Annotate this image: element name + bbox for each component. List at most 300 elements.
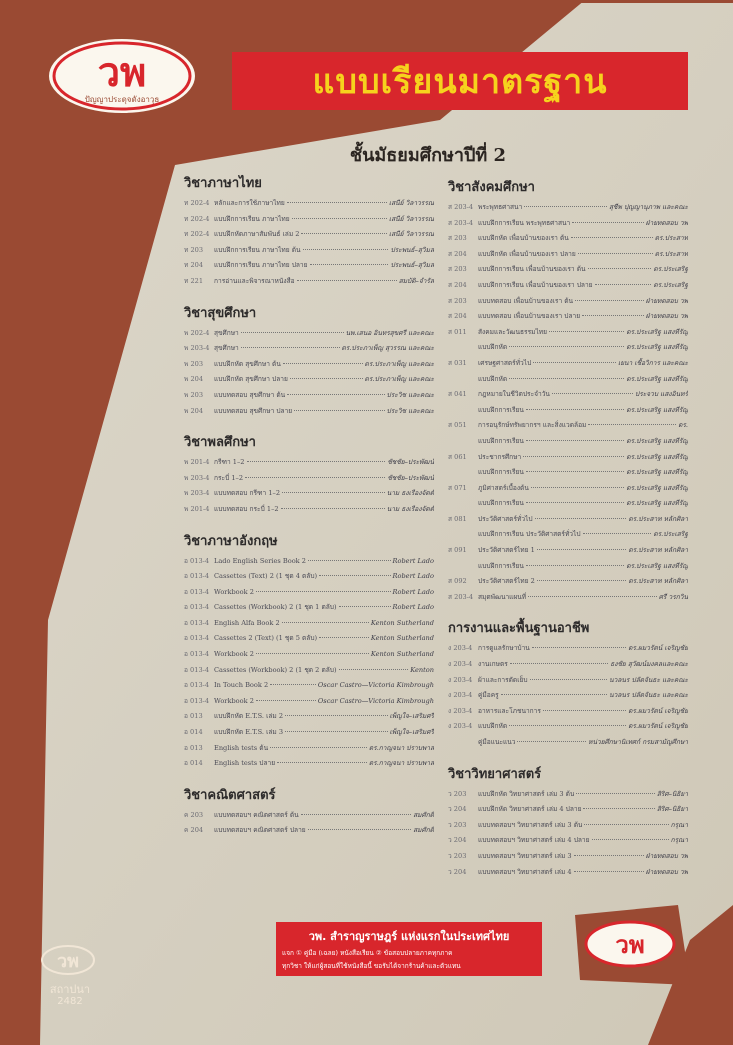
book-list-item xyxy=(448,512,688,528)
book-title: แบบทดสอบ สุขศึกษา ต้น xyxy=(214,390,286,399)
dot-leader xyxy=(339,669,409,670)
book-list-item xyxy=(184,326,434,342)
book-title: แบบฝึกการเรียน ประวัติศาสตร์ทั่วไป xyxy=(478,530,581,539)
book-list-item xyxy=(184,196,434,212)
book-code: พ 201-4 xyxy=(184,458,210,467)
book-code: ส 203 xyxy=(448,296,467,305)
book-list-item xyxy=(184,647,434,663)
book-list-item xyxy=(184,663,434,679)
book-title: Workbook 2 xyxy=(214,587,254,596)
book-author: ชัชชัย–ประพัฒน์ xyxy=(387,473,434,482)
dot-leader xyxy=(303,249,389,250)
dot-leader xyxy=(578,253,653,254)
book-title: สังคมและวัฒนธรรมไทย xyxy=(478,327,547,336)
book-author: ฝ่ายทดสอบ วพ xyxy=(645,867,688,876)
section-title: วิชาสังคมศึกษา xyxy=(448,180,535,195)
book-code: ส 203 xyxy=(448,234,467,243)
book-code: ส 204 xyxy=(448,280,467,289)
left-column xyxy=(184,172,434,839)
book-title: ประวัติศาสตร์ไทย 2 xyxy=(478,577,535,586)
book-list-item xyxy=(448,231,688,247)
book-title: แบบทดสอบฯ วิทยาศาสตร์ เล่ม 4 ปลาย xyxy=(478,836,590,845)
book-list xyxy=(448,787,688,881)
book-code: อ 013-4 xyxy=(184,572,210,581)
dot-leader xyxy=(533,362,616,363)
book-list-item xyxy=(184,258,434,274)
section-title: วิชาพลศึกษา xyxy=(184,435,256,451)
book-author: Kenton Sutherland xyxy=(370,618,434,627)
book-code: อ 013-4 xyxy=(184,618,210,627)
book-author: Oscar Castro—Victoria Kimbrough xyxy=(317,681,434,690)
book-title: ประวัติศาสตร์ทั่วไป xyxy=(478,514,533,523)
book-title: การอ่านและพิจารณาหนังสือ xyxy=(214,276,295,285)
book-code: พ 202-4 xyxy=(184,328,210,337)
dot-leader xyxy=(526,471,624,472)
dot-leader xyxy=(574,855,644,856)
book-title: แบบฝึกการเรียน ภาษาไทย ต้น xyxy=(214,245,301,254)
book-list-item xyxy=(184,631,434,647)
dot-leader xyxy=(530,679,608,680)
book-list xyxy=(448,200,688,605)
book-code: พ 203-4 xyxy=(184,489,210,498)
book-author: ดร.ประเสริฐ xyxy=(653,530,688,539)
book-list-item xyxy=(448,787,688,803)
book-code: ท 202-4 xyxy=(184,214,210,223)
book-title: กฎหมายในชีวิตประจำวัน xyxy=(478,390,550,399)
book-code: ส 091 xyxy=(448,546,467,555)
book-list-item xyxy=(448,481,688,497)
book-code: ส 204 xyxy=(448,312,467,321)
book-list-item xyxy=(184,341,434,357)
book-list-item xyxy=(448,434,688,450)
book-title: แบบฝึกการเรียน xyxy=(478,499,524,508)
book-code: อ 013-4 xyxy=(184,556,210,565)
book-list-item xyxy=(184,569,434,585)
book-code: ง 203-4 xyxy=(448,675,473,684)
book-author: Kenton Sutherland xyxy=(370,634,434,643)
book-author: สมศักดิ์ xyxy=(413,826,434,835)
book-code: อ 013-4 xyxy=(184,665,210,674)
book-title: แบบทดสอบฯ คณิตศาสตร์ ต้น xyxy=(214,810,299,819)
promo-line-1: แจก ① คู่มือ (เฉลย) หนังสือเรียน ② ข้อสอบปลายภาคทุกภาค xyxy=(282,949,453,957)
dot-leader xyxy=(572,222,643,223)
book-author: Kenton xyxy=(410,665,434,674)
book-list-item xyxy=(448,403,688,419)
book-code: ค 203 xyxy=(184,810,204,819)
book-author: ดร.ประเสริฐ xyxy=(653,265,688,274)
book-author: ประวิช และคณะ xyxy=(386,390,434,399)
book-list-item xyxy=(184,243,434,259)
book-list xyxy=(184,455,434,517)
dot-leader xyxy=(294,410,384,411)
book-title: Cassettes (Workbook) 2 (1 ชุด 1 ตลับ) xyxy=(214,603,337,612)
book-author: ดร.ประสาท หลักศิลา xyxy=(628,546,688,555)
dot-leader xyxy=(532,647,626,648)
section-title: วิชาภาษาไทย xyxy=(184,176,262,191)
book-author: กรุณา xyxy=(670,836,688,845)
book-title: แบบฝึกการเรียน ภาษาไทย ปลาย xyxy=(214,261,308,270)
book-list-item xyxy=(184,502,434,518)
section-gap xyxy=(184,772,434,784)
book-list-item xyxy=(448,216,688,232)
book-title: แบบทดสอบ สุขศึกษา ปลาย xyxy=(214,406,293,415)
section-gap xyxy=(184,290,434,302)
dot-leader xyxy=(583,808,654,809)
book-author: ดร. xyxy=(678,421,688,430)
book-author: Robert Lado xyxy=(392,556,434,565)
dot-leader xyxy=(526,565,624,566)
book-code: พ 203 xyxy=(184,359,204,368)
book-list-item xyxy=(448,833,688,849)
book-list-item xyxy=(448,590,688,606)
book-code: พ 204 xyxy=(184,375,204,384)
book-list-item xyxy=(448,641,688,657)
book-author: ชัชชัย–ประพัฒน์ xyxy=(387,458,434,467)
dot-leader xyxy=(245,477,385,478)
book-author: ดร.ผมวรัตน์ เจริญชัย xyxy=(628,722,688,731)
section-title: วิชาคณิตศาสตร์ xyxy=(184,787,276,803)
dot-leader xyxy=(517,741,586,742)
book-author: ศรี วรกวิน xyxy=(658,592,688,601)
logo-tagline: ปัญญาประดุจดังอาวุธ xyxy=(84,95,160,104)
book-list-item xyxy=(448,262,688,278)
book-author: ดร.ประเสริฐ แสงทีรัญ xyxy=(626,374,688,383)
book-author: ฝ่ายทดสอบ วพ xyxy=(645,218,688,227)
book-author: เยนา เชื้อวิการ และคณะ xyxy=(617,358,688,367)
book-list-item xyxy=(184,471,434,487)
book-list-item xyxy=(184,455,434,471)
book-title: แบบฝึกหัด E.T.S. เล่ม 3 xyxy=(214,728,284,737)
book-list-item xyxy=(448,372,688,388)
dot-leader xyxy=(509,346,624,347)
book-code: ว 203 xyxy=(448,820,467,829)
book-code: ง 203-4 xyxy=(448,644,473,653)
book-list-item xyxy=(448,247,688,263)
dot-leader xyxy=(592,839,669,840)
book-author: ดร.ประภาเพ็ญ และคณะ xyxy=(364,359,434,368)
book-code: ง 203-4 xyxy=(448,706,473,715)
dot-leader xyxy=(510,663,608,664)
book-list-item xyxy=(448,418,688,434)
book-title: ประวัติศาสตร์ไทย 1 xyxy=(478,546,535,555)
book-title: แบบฝึกหัด xyxy=(478,343,508,352)
dot-leader xyxy=(247,461,386,462)
book-list-item xyxy=(448,719,688,735)
dot-leader xyxy=(501,694,607,695)
section-gap xyxy=(448,751,688,763)
book-list-item xyxy=(448,450,688,466)
book-title: English tests ปลาย xyxy=(214,759,276,768)
book-code: ท 203 xyxy=(184,245,204,254)
book-author: ประพนธ์–สุวิมล xyxy=(390,245,434,254)
book-code: ว 203 xyxy=(448,789,467,798)
dot-leader xyxy=(241,332,344,333)
book-author: ดร.ประเสริฐ แสงทีรัญ xyxy=(626,468,688,477)
book-author: ดร.ผมวรัตน์ เจริญชัย xyxy=(628,644,688,653)
book-list-item xyxy=(184,357,434,373)
dot-leader xyxy=(509,725,626,726)
book-code: อ 013-4 xyxy=(184,587,210,596)
dot-leader xyxy=(583,533,652,534)
dot-leader xyxy=(256,653,369,654)
dot-leader xyxy=(552,393,633,394)
book-author: เพ็ญใจ–เสริมศรี xyxy=(389,728,434,737)
book-list-item xyxy=(184,274,434,290)
book-author: ดร.ประเสริฐ แสงทีรัญ xyxy=(626,327,688,336)
book-author: ฝ่ายทดสอบ วพ xyxy=(645,312,688,321)
book-list-item xyxy=(448,325,688,341)
book-code: ส 031 xyxy=(448,358,467,367)
book-list-item xyxy=(448,543,688,559)
book-title: คู่มือครู xyxy=(478,691,499,700)
book-author: ธงชัย สุวัฒน์มงคลและคณะ xyxy=(610,660,688,669)
book-author: Kenton Sutherland xyxy=(370,650,434,659)
book-author: กรุณา xyxy=(670,820,688,829)
book-list-item xyxy=(184,694,434,710)
book-author: ดร.ประเสริฐ แสงทีรัญ xyxy=(626,499,688,508)
dot-leader xyxy=(301,814,412,815)
book-title: พระพุทธศาสนา xyxy=(478,203,523,211)
dot-leader xyxy=(526,440,624,441)
book-title: แบบทดสอบ เพื่อนบ้านของเรา ปลาย xyxy=(478,312,581,321)
book-code: ค 204 xyxy=(184,826,204,835)
book-list-item xyxy=(448,527,688,543)
dot-leader xyxy=(277,762,367,763)
book-title: Cassettes (Text) 2 (1 ชุด 4 ตลับ) xyxy=(214,572,318,581)
book-author: ฝ่ายทดสอบ วพ xyxy=(645,851,688,860)
book-code: ง 203-4 xyxy=(448,660,473,669)
dot-leader xyxy=(571,237,653,238)
book-title: ภูมิศาสตร์เบื้องต้น xyxy=(478,483,529,492)
book-author: ดร.ประภาเพ็ญ สุวรรณ และคณะ xyxy=(341,344,434,353)
book-author: หน่วยศึกษานิเทศก์ กรมสามัญศึกษา xyxy=(588,738,688,746)
book-code: ว 203 xyxy=(448,851,467,860)
book-title: งานเกษตร xyxy=(478,660,508,669)
book-code: ส 204 xyxy=(448,249,467,258)
book-author: Robert Lado xyxy=(392,603,434,612)
dot-leader xyxy=(526,409,624,410)
book-author: สมศักดิ์ xyxy=(413,810,434,819)
dot-leader xyxy=(549,331,624,332)
dot-leader xyxy=(595,284,652,285)
book-title: แบบฝึกการเรียน พระพุทธศาสนา xyxy=(478,218,571,227)
logo-text: วพ xyxy=(97,50,147,96)
book-code: ส 011 xyxy=(448,327,467,336)
book-list-item xyxy=(448,657,688,673)
book-title: แบบฝึกการเรียน xyxy=(478,561,524,570)
section-title: วิชาสุขศึกษา xyxy=(184,305,257,321)
book-author: เสนีย์ วิลาวรรณ xyxy=(388,230,434,239)
book-code: ส 203-4 xyxy=(448,218,474,227)
book-title: แบบฝึกหัด สุขศึกษา ปลาย xyxy=(214,375,288,384)
book-list-item xyxy=(184,388,434,404)
book-title: แบบทดสอบ เพื่อนบ้านของเรา ต้น xyxy=(478,296,574,305)
book-author: เสนีย์ วิลาวรรณ xyxy=(388,199,434,207)
book-author: สิริศ–นิธิยา xyxy=(656,789,688,798)
book-code: ส 041 xyxy=(448,390,467,399)
book-author: เพ็ญใจ–เสริมศรี xyxy=(389,712,434,721)
book-author: นพ.เสนอ อินทรสุขศรี และคณะ xyxy=(345,328,434,337)
book-list-item xyxy=(448,818,688,834)
dot-leader xyxy=(301,233,386,234)
section-title: วิชาภาษาอังกฤษ xyxy=(184,533,278,549)
book-list-item xyxy=(184,756,434,772)
dot-leader xyxy=(281,508,385,509)
book-author: ดร.ประสาท xyxy=(654,249,688,258)
book-list-item xyxy=(448,496,688,512)
dot-leader xyxy=(241,347,340,348)
dot-leader xyxy=(575,300,644,301)
book-author: ฝ่ายทดสอบ วพ xyxy=(645,296,688,305)
book-title: การอนุรักษ์ทรัพยากรฯ และสิ่งแวดล้อม xyxy=(478,421,587,430)
book-title: Lado English Series Book 2 xyxy=(214,556,306,565)
dot-leader xyxy=(319,575,390,576)
dot-leader xyxy=(584,824,668,825)
book-author: ดร.ประเสริฐ แสงทีรัญ xyxy=(626,343,688,352)
book-code: ง 203-4 xyxy=(448,722,473,731)
book-title: Workbook 2 xyxy=(214,696,254,705)
book-title: แบบฝึกการเรียน xyxy=(478,436,524,445)
book-list-item xyxy=(184,486,434,502)
book-title: แบบฝึกการเรียน xyxy=(478,468,524,477)
book-list-item xyxy=(448,574,688,590)
book-list-item xyxy=(448,387,688,403)
book-code: ส 071 xyxy=(448,483,467,492)
book-title: In Touch Book 2 xyxy=(214,681,269,690)
book-list-item xyxy=(184,725,434,741)
promo-line-2: ทุกวิชา ให้แก่ผู้สอนที่ใช้หนังสือนี้ ขอรับได้จากร้านค้าและตัวแทน xyxy=(282,962,461,970)
book-code: ส 203 xyxy=(448,265,467,274)
dot-leader xyxy=(543,710,626,711)
vp-logo-bottom-left-icon xyxy=(40,944,96,976)
dot-leader xyxy=(526,502,624,503)
book-author: ดร.ประสาท xyxy=(654,234,688,243)
promo-banner xyxy=(276,922,542,976)
svg-text:วพ: วพ xyxy=(615,931,645,959)
dot-leader xyxy=(588,424,676,425)
book-title: หลักและการใช้ภาษาไทย xyxy=(214,199,285,207)
book-list-item xyxy=(448,200,688,216)
publisher-label: สถาปนา xyxy=(49,983,91,996)
book-title: Workbook 2 xyxy=(214,650,254,659)
book-code: ส 061 xyxy=(448,452,467,461)
book-list-item xyxy=(184,808,434,824)
book-title: แบบฝึกหัด เพื่อนบ้านของเรา ต้น xyxy=(478,234,569,243)
book-author: นวลนร ปลัดจันธะ และคณะ xyxy=(609,691,688,700)
promo-title: วพ. สำราญราษฎร์ แห่งแรกในประเทศไทย xyxy=(308,930,510,943)
book-title: แบบฝึกหัด xyxy=(478,722,508,731)
book-author: ดร.กาญจนา ปราบพาล xyxy=(368,759,434,768)
book-title: แบบฝึกหัด สุขศึกษา ต้น xyxy=(214,359,281,368)
book-list-item xyxy=(448,802,688,818)
book-code: อ 013-4 xyxy=(184,634,210,643)
section-gap xyxy=(448,605,688,617)
book-list-item xyxy=(448,849,688,865)
book-author: ดร.กาญจนา ปราบพาล xyxy=(368,743,434,752)
dot-leader xyxy=(290,378,363,379)
book-list xyxy=(184,808,434,839)
book-author: ดร.ประเสริฐ แสงทีรัญ xyxy=(626,483,688,492)
book-list-item xyxy=(448,704,688,720)
book-list-item xyxy=(184,585,434,601)
book-list-item xyxy=(184,212,434,228)
book-list-item xyxy=(448,309,688,325)
right-column xyxy=(448,176,688,880)
dot-leader xyxy=(523,456,624,457)
dot-leader xyxy=(256,591,391,592)
book-code: ท 204 xyxy=(184,261,204,270)
book-author: ดร.ประเสริฐ แสงทีรัญ xyxy=(626,405,688,414)
book-title: English tests ต้น xyxy=(214,743,269,752)
book-code: อ 014 xyxy=(184,759,203,768)
book-title: แบบฝึกหัดภาษาสัมพันธ์ เล่ม 2 xyxy=(214,230,300,239)
dot-leader xyxy=(308,560,391,561)
book-title: แบบฝึกหัด เพื่อนบ้านของเรา ปลาย xyxy=(478,249,576,258)
book-author: สมบัติ–จำรัส xyxy=(398,276,434,285)
page-title: แบบเรียนมาตรฐาน xyxy=(312,62,608,102)
book-title: แบบฝึกการเรียน เพื่อนบ้านของเรา ปลาย xyxy=(478,280,593,289)
book-author: นาม ธงเรืองจัตต์ xyxy=(386,489,434,498)
book-author: เสนีย์ วิลาวรรณ xyxy=(388,214,434,223)
book-list-item xyxy=(448,356,688,372)
book-author: ดร.ผมวรัตน์ เจริญชัย xyxy=(628,706,688,715)
book-author: ประจวบ แสงอินทร์ xyxy=(635,390,688,399)
book-author: ดร.ประภาเพ็ญ และคณะ xyxy=(364,375,434,384)
book-code: พ 203 xyxy=(184,390,204,399)
book-list-item xyxy=(448,278,688,294)
dot-leader xyxy=(574,871,644,872)
book-title: สุขศึกษา xyxy=(214,328,239,337)
book-code: ส 081 xyxy=(448,514,467,523)
book-author: สุชีพ ปุญญานุภาพ และคณะ xyxy=(609,203,688,211)
book-title: Cassettes (Workbook) 2 (1 ชุด 2 ตลับ) xyxy=(214,665,337,674)
book-code: อ 013-4 xyxy=(184,650,210,659)
publisher-code: 2482 xyxy=(57,996,83,1007)
book-list-item xyxy=(184,741,434,757)
book-title: แบบฝึกการเรียน เพื่อนบ้านของเรา ต้น xyxy=(478,265,586,274)
dot-leader xyxy=(537,549,627,550)
book-list xyxy=(448,641,688,750)
book-author: Oscar Castro—Victoria Kimbrough xyxy=(317,696,434,705)
book-code: ง 203-4 xyxy=(448,691,473,700)
section-gap xyxy=(184,518,434,530)
book-code: พ 203-4 xyxy=(184,344,210,353)
vp-logo-bottom-right-icon xyxy=(580,916,680,972)
book-code: อ 013-4 xyxy=(184,603,210,612)
dot-leader xyxy=(537,580,627,581)
book-title: แบบทดสอบฯ วิทยาศาสตร์ เล่ม 4 xyxy=(478,867,572,876)
book-code: ส 092 xyxy=(448,577,467,586)
dot-leader xyxy=(528,596,657,597)
dot-leader xyxy=(531,487,624,488)
book-title: สุขศึกษา xyxy=(214,344,239,353)
dot-leader xyxy=(576,793,654,794)
book-author: ดร.ประสาท หลักศิลา xyxy=(628,514,688,523)
dot-leader xyxy=(270,684,316,685)
book-list-item xyxy=(184,600,434,616)
book-list-item xyxy=(184,227,434,243)
book-author: Robert Lado xyxy=(392,587,434,596)
book-title: แบบทดสอบฯ วิทยาศาสตร์ เล่ม 3 ต้น xyxy=(478,820,583,829)
book-title: แบบฝึกหัด วิทยาศาสตร์ เล่ม 3 ต้น xyxy=(478,789,575,798)
book-code: พ 203-4 xyxy=(184,473,210,482)
book-title: Cassettes 2 (Text) (1 ชุด 5 ตลับ) xyxy=(214,634,318,643)
book-title: เศรษฐศาสตร์ทั่วไป xyxy=(478,358,532,367)
dot-leader xyxy=(282,492,385,493)
book-title: การดูแลรักษาบ้าน xyxy=(478,644,530,653)
book-title: แบบทดสอบฯ คณิตศาสตร์ ปลาย xyxy=(214,826,306,835)
book-title: ประชากรศึกษา xyxy=(478,452,522,461)
